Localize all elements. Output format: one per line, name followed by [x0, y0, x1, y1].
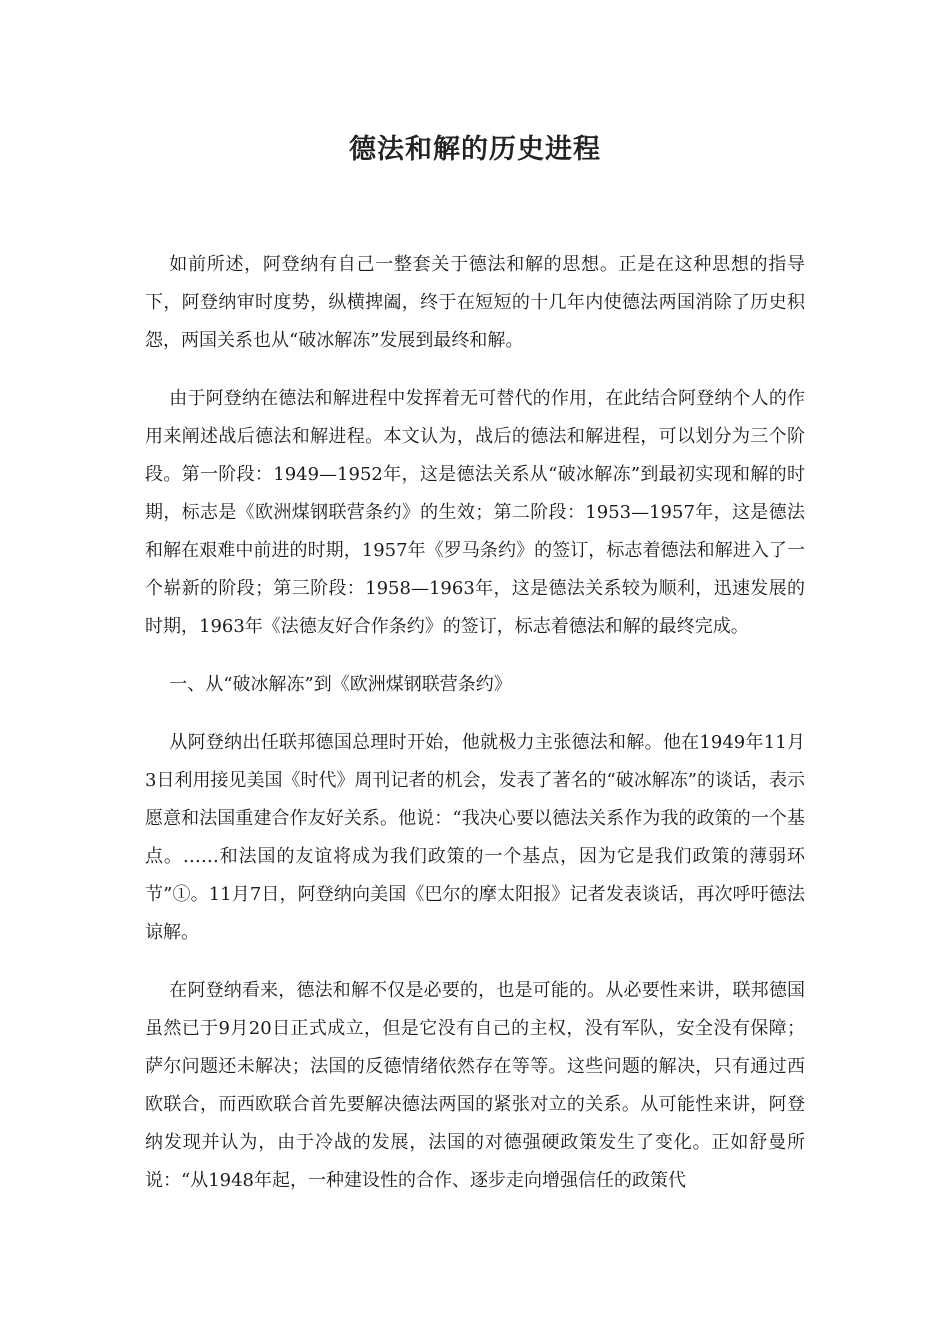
- paragraph-intro: 如前所述，阿登纳有自己一整套关于德法和解的思想。正是在这种思想的指导下，阿登纳审时度势，纵横捭阖，终于在短短的十几年内使德法两国消除了历史积怨，两国关系也从“破冰解冻”发展到最终和解。: [145, 254, 805, 351]
- document-body: [145, 246, 805, 1220]
- document-title: 德法和解的历史进程: [349, 134, 601, 166]
- section-heading-1: 一、从“破冰解冻”到《欧洲煤钢联营条约》: [169, 674, 512, 695]
- paragraph-necessity: 在阿登纳看来，德法和解不仅是必要的，也是可能的。从必要性来讲，联邦德国虽然已于9月20日正式成立，但是它没有自己的主权，没有军队，安全没有保障；萨尔问题还未解决；法国的反德情绪依然存在等等。这些问题的解决，只有通过西欧联合，而西欧联合首先要解决德法两国的紧张对立的关系。从可能性来讲，阿登纳发现并认为，由于冷战的发展，法国的对德强硬政策发生了变化。正如舒曼所说：“从1948年起，一种建设性的合作、逐步走向增强信任的政策代: [145, 980, 805, 1191]
- paragraph-stages: 由于阿登纳在德法和解进程中发挥着无可替代的作用，在此结合阿登纳个人的作用来阐述战后德法和解进程。本文认为，战后的德法和解进程，可以划分为三个阶段。第一阶段：1949—1952年，这是德法关系从“破冰解冻”到最初实现和解的时期，标志是《欧洲煤钢联营条约》的生效；第二阶段：1953—1957年，这是德法和解在艰难中前进的时期，1957年《罗马条约》的签订，标志着德法和解进入了一个崭新的阶段；第三阶段：1958—1963年，这是德法关系较为顺利，迅速发展的时期，1963年《法德友好合作条约》的签订，标志着德法和解的最终完成。: [145, 388, 805, 637]
- paragraph-icebreaking: 从阿登纳出任联邦德国总理时开始，他就极力主张德法和解。他在1949年11月3日利用接见美国《时代》周刊记者的机会，发表了著名的“破冰解冻”的谈话，表示愿意和法国重建合作友好关系。他说：“我决心要以德法关系作为我的政策的一个基点。……和法国的友谊将成为我们政策的一个基点，因为它是我们政策的薄弱环节”①。11月7日，阿登纳向美国《巴尔的摩太阳报》记者发表谈话，再次呼吁德法谅解。: [145, 732, 805, 943]
